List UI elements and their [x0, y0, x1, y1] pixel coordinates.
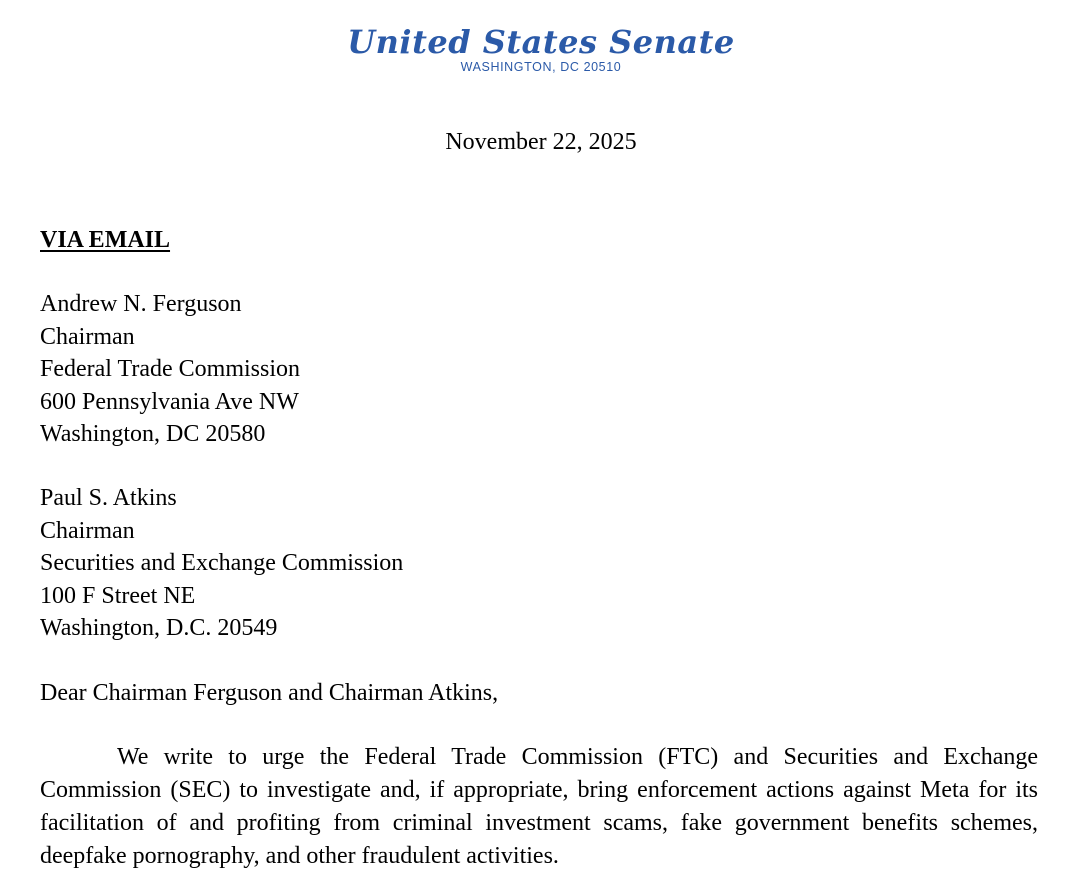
recipient-title: Chairman — [40, 517, 135, 544]
letter-date: November 22, 2025 — [445, 129, 637, 155]
recipient-name: Andrew N. Ferguson — [40, 291, 242, 317]
recipient-street: 100 F Street NE — [40, 582, 196, 609]
senate-title: United States Senate — [347, 23, 735, 61]
recipient-city: Washington, D.C. 20549 — [40, 615, 278, 641]
recipient-organization: Federal Trade Commission — [40, 356, 301, 382]
recipient-city: Washington, DC 20580 — [40, 421, 266, 447]
recipient-address-ftc — [40, 288, 300, 451]
body-paragraph: We write to urge the Federal Trade Commission (FTC) and Securities and Exchange Commission (SEC) to investigate and, if appropriate, bring enforcement actions against Meta for its facilitation of and profiting from criminal investment scams, fake government benefits schemes, deepfake pornography, and other fraudulent activities. — [40, 744, 1038, 869]
recipient-organization: Securities and Exchange Commission — [40, 550, 404, 576]
salutation: Dear Chairman Ferguson and Chairman Atkins, — [40, 680, 499, 706]
recipient-name: Paul S. Atkins — [40, 485, 177, 511]
senate-address: WASHINGTON, DC 20510 — [460, 60, 622, 74]
recipient-street: 600 Pennsylvania Ave NW — [40, 388, 299, 415]
recipient-title: Chairman — [40, 323, 135, 350]
delivery-method: VIA EMAIL — [40, 227, 171, 253]
recipient-address-sec — [40, 482, 403, 645]
letterhead — [0, 22, 1082, 74]
